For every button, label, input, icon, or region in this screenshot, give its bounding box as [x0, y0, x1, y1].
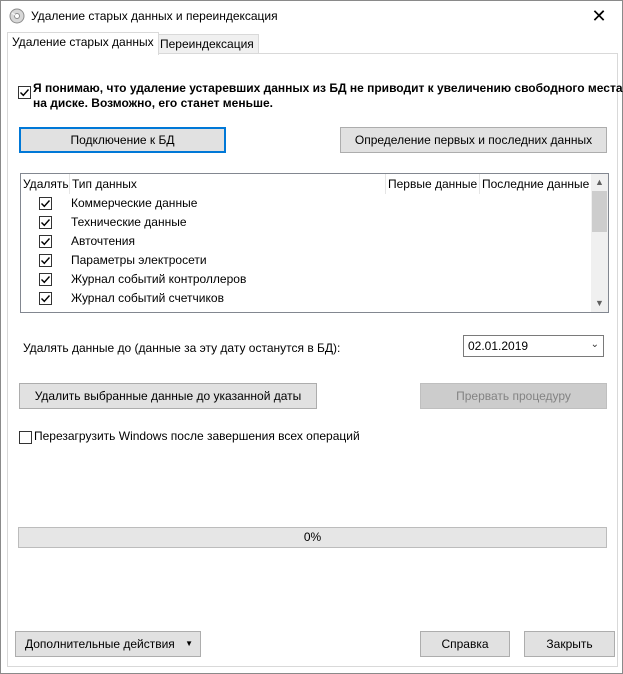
list-item[interactable]: [21, 251, 591, 270]
close-button[interactable]: Закрыть: [524, 631, 615, 657]
list-header: [21, 174, 591, 194]
abort-button: Прервать процедуру: [420, 383, 607, 409]
list-item[interactable]: [21, 213, 591, 232]
checkmark-icon: [40, 236, 51, 247]
row-type-label: Журнал событий счетчиков: [71, 291, 224, 305]
connect-db-button[interactable]: Подключение к БД: [19, 127, 226, 153]
row-checkbox[interactable]: [39, 273, 52, 286]
checkmark-icon: [40, 274, 51, 285]
row-type-label: Параметры электросети: [71, 253, 207, 267]
date-select[interactable]: [463, 335, 604, 357]
row-checkbox[interactable]: [39, 292, 52, 305]
list-scrollbar[interactable]: [591, 174, 608, 312]
row-type-label: Технические данные: [71, 215, 187, 229]
row-type-label: Журнал событий контроллеров: [71, 272, 247, 286]
date-value: 02.01.2019: [468, 339, 529, 353]
list-item[interactable]: [21, 194, 591, 213]
list-item[interactable]: [21, 289, 591, 308]
close-icon[interactable]: ✕: [591, 6, 607, 26]
row-type-label: Коммерческие данные: [71, 196, 198, 210]
checkmark-icon: [19, 87, 30, 98]
delete-selected-button[interactable]: Удалить выбранные данные до указанной даты: [19, 383, 317, 409]
determine-data-button[interactable]: Определение первых и последних данных: [340, 127, 607, 153]
warning-checkbox[interactable]: [18, 86, 31, 99]
column-header-type[interactable]: Тип данных: [70, 174, 386, 194]
restart-checkbox[interactable]: [19, 431, 32, 444]
tab-reindex[interactable]: Переиндексация: [155, 34, 259, 54]
help-button[interactable]: Справка: [420, 631, 510, 657]
date-filter-label: Удалять данные до (данные за эту дату останутся в БД):: [23, 341, 341, 355]
scroll-up-icon[interactable]: ▲: [595, 177, 604, 187]
row-checkbox[interactable]: [39, 254, 52, 267]
title-bar: [1, 1, 622, 32]
column-header-first[interactable]: Первые данные: [386, 174, 480, 194]
list-item[interactable]: [21, 232, 591, 251]
data-types-list[interactable]: [20, 173, 609, 313]
tab-panel: [7, 53, 623, 667]
more-actions-label: Дополнительные действия: [25, 637, 175, 651]
scroll-down-icon[interactable]: ▼: [595, 298, 604, 308]
list-item[interactable]: [21, 270, 591, 289]
warning-text-line1: Я понимаю, что удаление устаревших данных из БД не приводит к увеличению свободного места: [33, 81, 623, 95]
tab-delete-old-data[interactable]: Удаление старых данных: [7, 32, 159, 55]
chevron-down-icon: ⌄: [590, 339, 599, 350]
row-type-label: Авточтения: [71, 234, 136, 248]
row-checkbox[interactable]: [39, 197, 52, 210]
row-checkbox[interactable]: [39, 216, 52, 229]
checkmark-icon: [40, 293, 51, 304]
restart-label: Перезагрузить Windows после завершения всех операций: [34, 429, 360, 443]
warning-text-line2: на диске. Возможно, его станет меньше.: [33, 96, 273, 110]
more-actions-button[interactable]: [15, 631, 201, 657]
progress-bar: [18, 527, 607, 548]
scroll-thumb[interactable]: [592, 191, 607, 232]
column-header-delete[interactable]: Удалять: [21, 174, 70, 194]
checkmark-icon: [40, 255, 51, 266]
column-header-last[interactable]: Последние данные: [482, 177, 590, 191]
checkmark-icon: [40, 217, 51, 228]
dropdown-arrow-icon: ▼: [185, 639, 193, 648]
window-title: Удаление старых данных и переиндексация: [31, 9, 278, 23]
row-checkbox[interactable]: [39, 235, 52, 248]
checkmark-icon: [40, 198, 51, 209]
progress-text: 0%: [303, 530, 322, 544]
app-disc-icon: [9, 8, 25, 24]
